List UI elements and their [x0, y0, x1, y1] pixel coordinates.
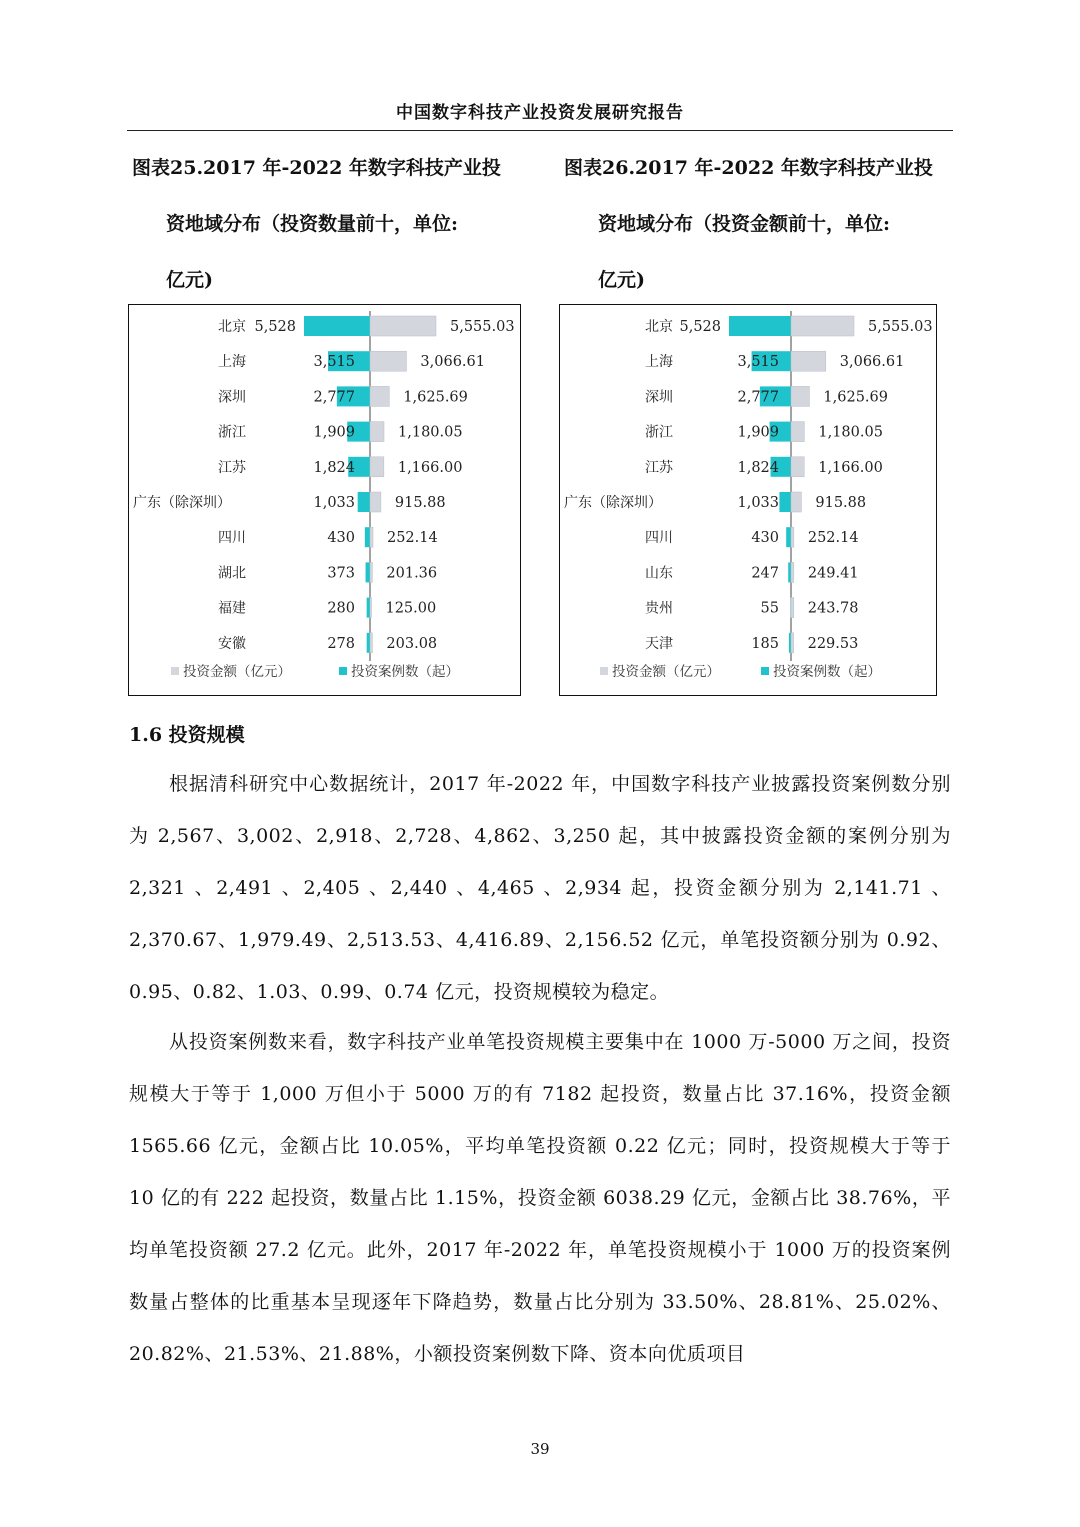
count-bar [304, 316, 370, 336]
amount-data-label: 1,166.00 [818, 459, 883, 476]
amount-data-label: 3,066.61 [839, 354, 905, 371]
amount-data-label: 5,555.03 [868, 319, 933, 335]
figure-title-line: 亿元) [166, 269, 213, 291]
amount-bar [370, 562, 372, 582]
amount-data-label: 252.14 [386, 530, 438, 547]
category-label: 深圳 [218, 389, 246, 406]
amount-data-label: 3,066.61 [420, 354, 486, 371]
amount-data-label: 5,555.03 [450, 319, 515, 335]
category-label: 江苏 [645, 459, 673, 476]
count-data-label: 2,777 [313, 389, 355, 406]
running-header: 中国数字科技产业投资发展研究报告 [396, 103, 684, 123]
amount-bar [791, 386, 809, 406]
amount-bar [791, 351, 826, 371]
count-data-label: 1,824 [313, 459, 355, 476]
section-heading: 1.6 投资规模 [129, 724, 245, 746]
category-label: 安徽 [218, 635, 246, 652]
category-label: 上海 [218, 354, 246, 371]
chart-figure-25 [128, 304, 521, 696]
count-data-label: 185 [751, 635, 779, 652]
page-number: 39 [530, 1440, 550, 1458]
category-label: 浙江 [645, 424, 673, 441]
amount-data-label: 1,625.69 [823, 389, 889, 406]
amount-data-label: 1,166.00 [397, 459, 463, 476]
count-data-label: 280 [327, 600, 355, 617]
header-divider [127, 130, 953, 131]
amount-bar [791, 598, 794, 618]
count-data-label: 1,033 [737, 495, 779, 511]
category-label: 四川 [645, 530, 673, 547]
category-label: 广东（除深圳） [564, 495, 662, 511]
count-bar [788, 562, 791, 582]
figure-title-line: 资地域分布（投资金额前十，单位: [598, 213, 891, 235]
amount-bar [791, 316, 854, 336]
legend-label-amount: 投资金额（亿元） [612, 664, 720, 680]
amount-bar [791, 527, 794, 547]
amount-bar [370, 492, 381, 512]
category-label: 福建 [218, 600, 246, 617]
chart-canvas [129, 305, 520, 695]
body-paragraph: 根据清科研究中心数据统计，2017 年-2022 年，中国数字科技产业披露投资案例数分别为 2,567、3,002、2,918、2,728、4,862、3,250 起，其中披露投资金额的案例分别为 2,321 、2,491 、2,405 、2,440 、4,465 、2,934 起，投资金额分别为 2,141.71 、2,370.67、1,979.49、2,513.53、4,416.89、2,156.52 亿元，单笔投资额分别为 0.92、0.95、0.82、1.03、0.99、0.74 亿元，投资规模较为稳定。 [129, 773, 951, 1003]
amount-data-label: 125.00 [385, 600, 437, 617]
amount-data-label: 1,625.69 [403, 389, 468, 406]
count-data-label: 5,528 [679, 319, 721, 335]
category-label: 山东 [645, 565, 673, 582]
figure-title-line: 资地域分布（投资数量前十，单位: [166, 213, 459, 235]
count-bar [366, 562, 370, 582]
count-bar [786, 527, 791, 547]
category-label: 湖北 [218, 565, 246, 582]
figure-title-line: 亿元) [598, 269, 645, 291]
amount-data-label: 203.08 [386, 635, 438, 652]
category-label: 北京 [218, 319, 246, 335]
amount-bar [370, 633, 372, 653]
legend-label-count: 投资案例数（起） [773, 664, 881, 680]
amount-bar [791, 562, 794, 582]
count-data-label: 2,777 [737, 389, 779, 406]
count-data-label: 1,824 [737, 459, 779, 476]
category-label: 深圳 [645, 389, 673, 406]
amount-data-label: 1,180.05 [398, 424, 463, 441]
amount-bar [370, 386, 389, 406]
amount-bar [791, 633, 794, 653]
legend-swatch-amount [171, 667, 179, 675]
figure-title-line: 图表26.2017 年-2022 年数字科技产业投 [564, 157, 933, 179]
amount-data-label: 249.41 [807, 565, 859, 582]
amount-data-label: 915.88 [394, 495, 446, 511]
amount-data-label: 1,180.05 [818, 424, 883, 441]
count-data-label: 1,909 [737, 424, 779, 441]
amount-bar [370, 316, 436, 336]
amount-bar [370, 457, 384, 477]
legend-swatch-amount [600, 667, 608, 675]
amount-bar [791, 457, 804, 477]
amount-data-label: 243.78 [807, 600, 859, 617]
count-data-label: 1,033 [313, 495, 355, 511]
count-data-label: 5,528 [254, 319, 296, 335]
amount-bar [370, 598, 371, 618]
count-data-label: 3,515 [313, 354, 355, 371]
count-data-label: 3,515 [737, 354, 779, 371]
category-label: 贵州 [645, 600, 673, 617]
count-bar [779, 492, 791, 512]
amount-data-label: 229.53 [807, 635, 859, 652]
category-label: 天津 [645, 635, 673, 652]
legend-swatch-count [339, 667, 347, 675]
count-bar [367, 633, 370, 653]
body-paragraph: 从投资案例数来看，数字科技产业单笔投资规模主要集中在 1000 万-5000 万之间，投资规模大于等于 1,000 万但小于 5000 万的有 7182 起投资，数量占比 37.16%，投资金额 1565.66 亿元，金额占比 10.05%，平均单笔投资额 0.22 亿元；同时，投资规模大于等于 10 亿的有 222 起投资，数量占比 1.15%，投资金额 6038.29 亿元，金额占比 38.76%，平均单笔投资额 27.2 亿元。此外，2017 年-2022 年，单笔投资规模小于 1000 万的投资案例数量占整体的比重基本呈现逐年下降趋势，数量占比分别为 33.50%、28.81%、25.02%、20.82%、21.53%、21.88%，小额投资案例数下降、资本向优质项目 [129, 1031, 951, 1365]
amount-data-label: 201.36 [386, 565, 438, 582]
legend-label-amount: 投资金额（亿元） [183, 664, 291, 680]
chart-figure-26 [559, 304, 937, 696]
count-bar [365, 527, 370, 547]
count-bar [789, 633, 791, 653]
figure-26-title [560, 140, 960, 308]
category-label: 江苏 [218, 459, 246, 476]
legend-label-count: 投资案例数（起） [351, 664, 459, 680]
amount-data-label: 915.88 [815, 495, 867, 511]
count-bar [367, 598, 370, 618]
category-label: 广东（除深圳） [133, 495, 231, 511]
amount-bar [370, 527, 373, 547]
amount-data-label: 252.14 [807, 530, 859, 547]
amount-bar [370, 422, 384, 442]
legend-swatch-count [761, 667, 769, 675]
amount-bar [370, 351, 406, 371]
chart-canvas [560, 305, 936, 695]
amount-bar [791, 492, 801, 512]
category-label: 浙江 [218, 424, 246, 441]
count-data-label: 373 [327, 565, 355, 582]
figure-title-line: 图表25.2017 年-2022 年数字科技产业投 [132, 157, 501, 179]
count-data-label: 430 [751, 530, 779, 547]
count-bar [729, 316, 791, 336]
amount-bar [791, 422, 804, 442]
figure-25-title [128, 140, 528, 308]
count-bar [358, 492, 370, 512]
category-label: 北京 [645, 319, 673, 335]
count-data-label: 247 [751, 565, 779, 582]
category-label: 四川 [218, 530, 246, 547]
category-label: 上海 [645, 354, 673, 371]
count-data-label: 1,909 [313, 424, 355, 441]
count-data-label: 278 [327, 635, 355, 652]
count-data-label: 55 [760, 600, 779, 617]
count-data-label: 430 [327, 530, 355, 547]
